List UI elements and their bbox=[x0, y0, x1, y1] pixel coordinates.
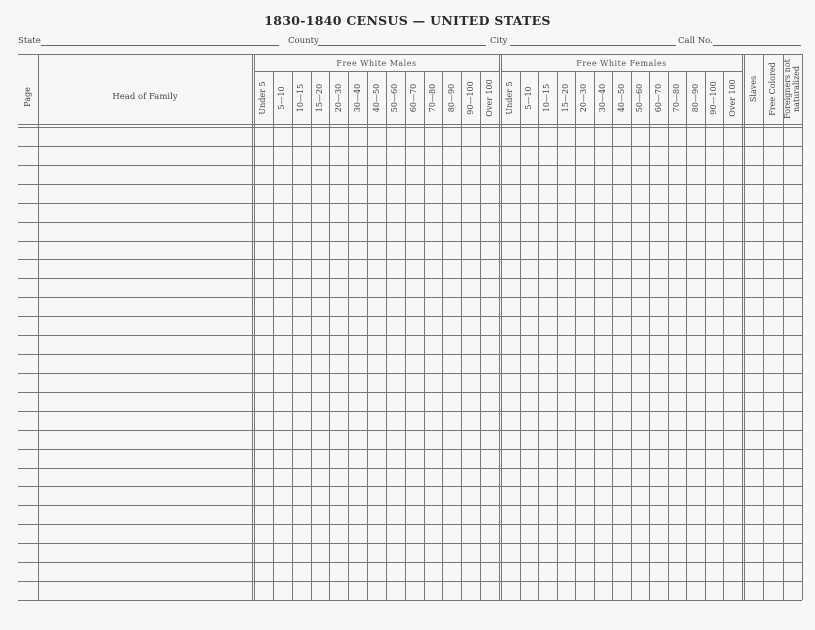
table-row bbox=[18, 524, 802, 525]
male-age-header: 40—50 bbox=[371, 83, 381, 112]
table-row bbox=[18, 259, 802, 260]
other-column-rule bbox=[763, 54, 764, 600]
male-age-header: 10—15 bbox=[296, 83, 306, 112]
census-title: 1830-1840 CENSUS — UNITED STATES bbox=[264, 13, 551, 28]
male-group-title: Free White Males bbox=[336, 59, 417, 68]
male-age-header: 30—40 bbox=[352, 83, 362, 112]
female-group-title: Free White Females bbox=[576, 59, 667, 68]
female-age-header: Over 100 bbox=[727, 78, 737, 117]
city-label: City bbox=[490, 36, 508, 46]
table-row bbox=[18, 562, 802, 563]
head-of-family-rule-double bbox=[254, 54, 255, 600]
male-age-header: 90—100 bbox=[465, 80, 475, 115]
table-row bbox=[18, 373, 802, 374]
table-row bbox=[18, 203, 802, 204]
table-top-rule bbox=[18, 54, 802, 55]
female-age-header: 5—10 bbox=[523, 85, 533, 110]
male-age-header: 60—70 bbox=[409, 83, 419, 112]
female-age-header: 60—70 bbox=[653, 83, 663, 112]
page-header: Page bbox=[23, 87, 32, 107]
table-row bbox=[18, 392, 802, 393]
head-of-family-rule bbox=[252, 54, 253, 600]
table-right-rule bbox=[802, 54, 803, 600]
table-row bbox=[18, 278, 802, 279]
table-row bbox=[18, 297, 802, 298]
female-age-header: Under 5 bbox=[505, 80, 515, 115]
table-row bbox=[18, 411, 802, 412]
female-age-header: 20—30 bbox=[579, 83, 589, 112]
male-age-header: 50—60 bbox=[390, 83, 400, 112]
male-age-header: 80—90 bbox=[446, 83, 456, 112]
female-age-header: 70—80 bbox=[672, 83, 682, 112]
page-column-rule bbox=[38, 54, 39, 600]
male-age-header: Over 100 bbox=[484, 78, 494, 117]
table-row bbox=[18, 468, 802, 469]
female-age-header: 10—15 bbox=[542, 83, 552, 112]
table-row bbox=[18, 335, 802, 336]
table-row bbox=[18, 543, 802, 544]
male-age-header: 5—10 bbox=[277, 85, 287, 110]
female-group-end-rule-double bbox=[744, 54, 745, 600]
header-bottom-rule-double bbox=[18, 127, 802, 128]
table-row bbox=[18, 581, 802, 582]
state-label: State bbox=[18, 36, 41, 46]
female-age-header: 40—50 bbox=[616, 83, 626, 112]
female-group-end-rule bbox=[742, 54, 743, 600]
header-bottom-rule bbox=[18, 124, 802, 125]
other-column-rule bbox=[783, 54, 784, 600]
table-row bbox=[18, 241, 802, 242]
table-bottom-rule bbox=[18, 600, 802, 601]
female-age-header: 50—60 bbox=[635, 83, 645, 112]
male-group-rule bbox=[254, 71, 499, 72]
table-row bbox=[18, 354, 802, 355]
table-row bbox=[18, 316, 802, 317]
male-group-end-rule bbox=[499, 54, 500, 600]
female-age-header: 90—100 bbox=[709, 80, 719, 115]
table-row bbox=[18, 486, 802, 487]
county-label: County bbox=[288, 36, 319, 46]
table-row bbox=[18, 184, 802, 185]
table-row bbox=[18, 430, 802, 431]
male-age-header: 70—80 bbox=[428, 83, 438, 112]
male-age-header: 20—30 bbox=[333, 83, 343, 112]
male-group-end-rule-double bbox=[501, 54, 502, 600]
foreigners-header: Foreigners not naturalized bbox=[783, 59, 802, 119]
male-age-header: 15—20 bbox=[314, 83, 324, 112]
table-row bbox=[18, 146, 802, 147]
female-age-header: 80—90 bbox=[690, 83, 700, 112]
free-colored-header: Free Colored bbox=[768, 62, 777, 116]
table-row bbox=[18, 449, 802, 450]
call-no-label: Call No. bbox=[678, 36, 713, 46]
slaves-header: Slaves bbox=[748, 75, 758, 103]
head-of-family-header: Head of Family bbox=[112, 92, 178, 102]
male-age-header: Under 5 bbox=[258, 80, 268, 115]
female-age-header: 15—20 bbox=[560, 83, 570, 112]
female-age-header: 30—40 bbox=[597, 83, 607, 112]
table-row bbox=[18, 505, 802, 506]
table-row bbox=[18, 222, 802, 223]
table-row bbox=[18, 165, 802, 166]
